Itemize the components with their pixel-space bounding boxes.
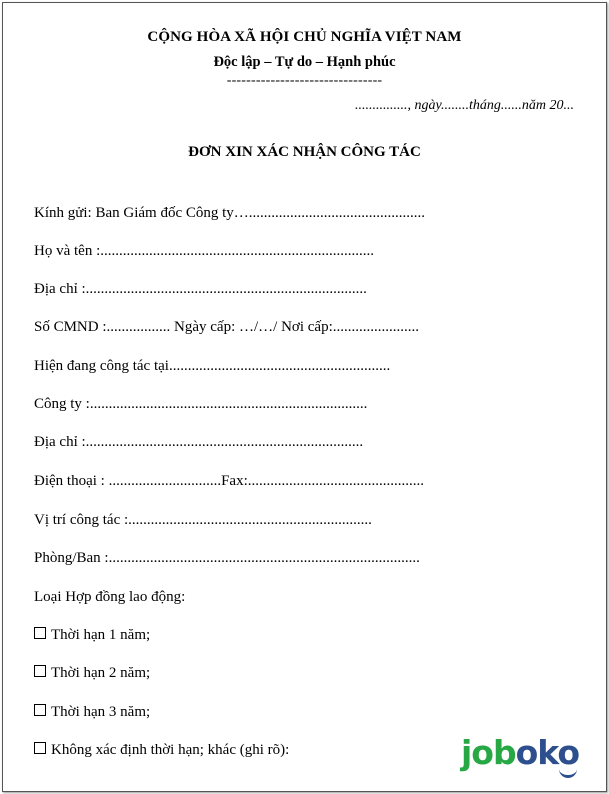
option-indefinite: [34, 742, 289, 759]
option-3-year: [34, 704, 150, 721]
field-recipient: Kính gửi: Ban Giám đốc Công ty…...............................................: [34, 205, 426, 221]
option-1-year: [34, 627, 150, 644]
field-company-address: Địa chỉ :..........................................................................: [34, 434, 364, 450]
field-id-card: Số CMND :................. Ngày cấp: …/…/ Nơi cấp:.......................: [34, 319, 419, 335]
option-label: Thời hạn 3 năm;: [51, 704, 151, 720]
option-label: Không xác định thời hạn; khác (ghi rõ):: [51, 742, 290, 758]
field-department: Phòng/Ban :...................................................................................: [34, 550, 420, 566]
field-contract-type: Loại Hợp đồng lao động:: [34, 589, 186, 605]
logo-part-job: job: [460, 733, 516, 772]
option-label: Thời hạn 2 năm;: [51, 665, 151, 681]
nation-heading: CỘNG HÒA XÃ HỘI CHỦ NGHĨA VIỆT NAM: [147, 29, 462, 45]
checkbox-indefinite[interactable]: [34, 742, 46, 754]
logo-smile-icon: [559, 766, 577, 778]
document-page: [2, 2, 607, 792]
field-full-name: Họ và tên :.........................................................................: [34, 243, 374, 259]
field-company: Công ty :..........................................................................: [34, 396, 368, 412]
field-phone-fax: Điện thoại : ..............................Fax:...............................................: [34, 473, 424, 489]
checkbox-2-year[interactable]: [34, 665, 46, 677]
document-title: ĐƠN XIN XÁC NHẬN CÔNG TÁC: [188, 144, 421, 160]
motto: Độc lập – Tự do – Hạnh phúc: [213, 54, 396, 70]
field-address: Địa chỉ :...........................................................................: [34, 281, 367, 297]
checkbox-1-year[interactable]: [34, 627, 46, 639]
checkbox-3-year[interactable]: [34, 704, 46, 716]
field-workplace: Hiện đang công tác tại...........................................................: [34, 358, 391, 374]
date-line: ..............., ngày........tháng......năm 20...: [355, 98, 574, 113]
separator-line: --------------------------------: [226, 73, 383, 88]
option-label: Thời hạn 1 năm;: [51, 627, 151, 643]
logo-part-oko: oko: [515, 733, 579, 772]
option-2-year: [34, 665, 150, 682]
field-position: Vị trí công tác :.................................................................: [34, 512, 372, 528]
